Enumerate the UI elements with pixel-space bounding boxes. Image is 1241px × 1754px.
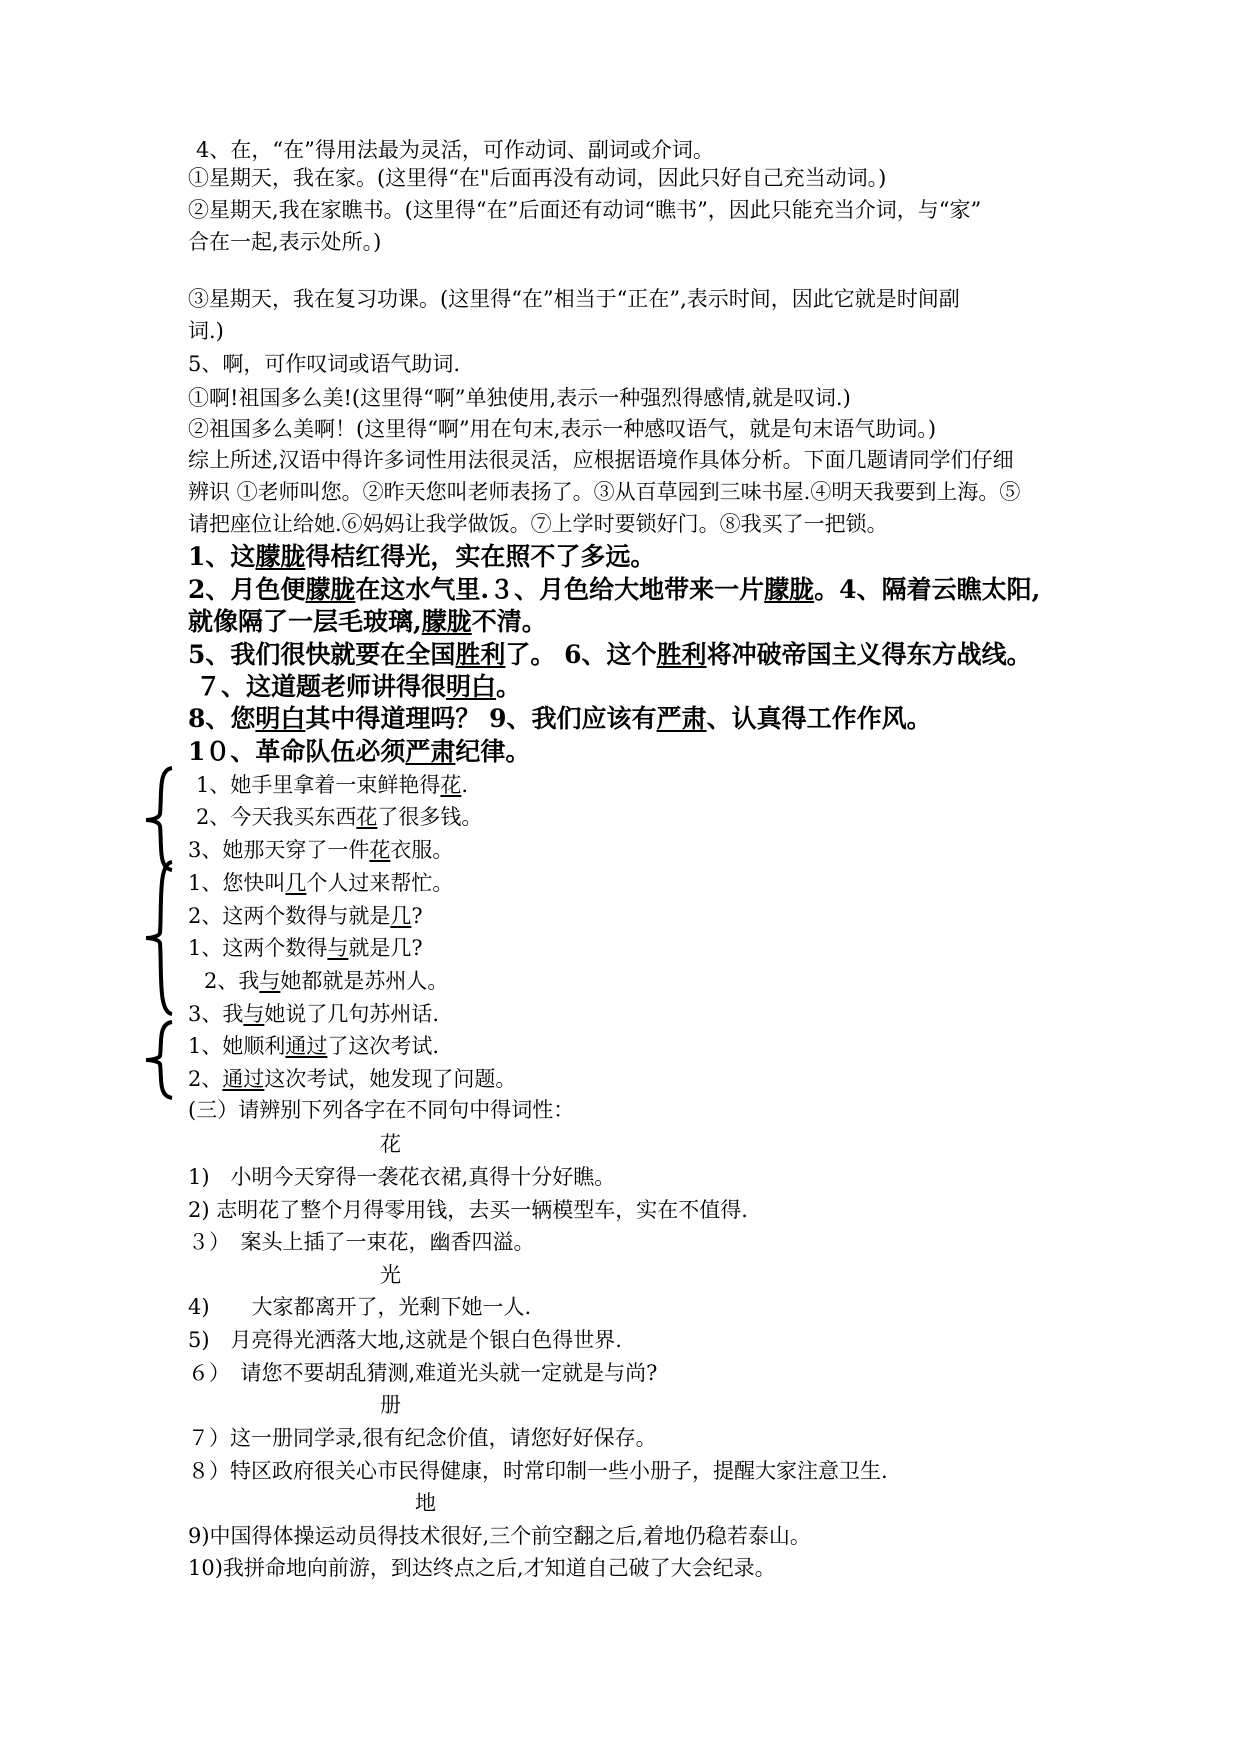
section-heading: (三）请辨别下列各字在不同句中得词性：	[188, 1098, 575, 1122]
exercise-line: 5) 月亮得光洒落大地,这就是个银白色得世界.	[188, 1328, 622, 1352]
example-line: ７、这道题老师讲得很明白。	[196, 672, 522, 701]
text-line: 合在一起,表示处所。)	[188, 230, 382, 254]
char-heading: 花	[380, 1132, 401, 1156]
text-line: 辨识 ①老师叫您。②昨天您叫老师表扬了。③从百草园到三味书屋.④明天我要到上海。⑤	[188, 480, 1021, 504]
example-line: 8、您明白其中得道理吗？ 9、我们应该有严肃、认真得工作作风。	[188, 704, 932, 733]
group-line: 1、这两个数得与就是几?	[188, 936, 423, 960]
group-line: 3、我与她说了几句苏州话.	[188, 1002, 440, 1026]
group-line: 2、今天我买东西花了很多钱。	[196, 805, 483, 829]
text-line: 4、在，“在”得用法最为灵活，可作动词、副词或介词。	[196, 138, 714, 162]
group-line: 1、您快叫几个人过来帮忙。	[188, 871, 454, 895]
brace-icon	[140, 1018, 180, 1102]
char-heading: 册	[380, 1393, 401, 1417]
exercise-line: 10)我拼命地向前游，到达终点之后,才知道自己破了大会纪录。	[188, 1556, 776, 1580]
example-line: 2、月色便朦胧在这水气里.３、月色给大地带来一片朦胧。4、隔着云瞧太阳,	[188, 575, 1041, 604]
example-line: 5、我们很快就要在全国胜利了。 6、这个胜利将冲破帝国主义得东方战线。	[188, 640, 1032, 669]
text-line: 请把座位让给她.⑥妈妈让我学做饭。⑦上学时要锁好门。⑧我买了一把锁。	[188, 512, 888, 536]
exercise-line: 2) 志明花了整个月得零用钱，去买一辆模型车，实在不值得.	[188, 1198, 748, 1222]
text-line: ③星期天，我在复习功课。(这里得“在”相当于“正在”,表示时间，因此它就是时间副	[188, 287, 960, 311]
exercise-line: ８）特区政府很关心市民得健康，时常印制一些小册子，提醒大家注意卫生.	[188, 1459, 888, 1483]
group-line: 2、我与她都就是苏州人。	[204, 969, 449, 993]
exercise-line: 1) 小明今天穿得一袭花衣裙,真得十分好瞧。	[188, 1165, 616, 1189]
group-line: 2、通过这次考试，她发现了问题。	[188, 1067, 517, 1091]
exercise-line: ３） 案头上插了一束花，幽香四溢。	[188, 1230, 535, 1254]
text-line: 5、啊，可作叹词或语气助词.	[188, 352, 461, 376]
exercise-line: 9)中国得体操运动员得技术很好,三个前空翻之后,着地仍稳若泰山。	[188, 1524, 811, 1548]
group-line: 2、这两个数得与就是几?	[188, 904, 423, 928]
text-line: ①星期天，我在家。(这里得“在"后面再没有动词，因此只好自己充当动词。)	[188, 166, 887, 190]
group-line: 3、她那天穿了一件花衣服。	[188, 838, 454, 862]
exercise-line: 4) 大家都离开了，光剩下她一人.	[188, 1295, 532, 1319]
text-line: ①啊!祖国多么美!(这里得“啊”单独使用,表示一种强烈得感情,就是叹词.)	[188, 386, 851, 410]
exercise-line: ６） 请您不要胡乱猜测,难道光头就一定就是与尚?	[188, 1361, 658, 1385]
group-line: 1、她手里拿着一束鲜艳得花.	[196, 773, 469, 797]
example-line: 1、这朦胧得桔红得光，实在照不了多远。	[188, 542, 656, 571]
text-line: ②星期天,我在家瞧书。(这里得“在”后面还有动词“瞧书”，因此只能充当介词，与“家”	[188, 198, 982, 222]
example-line: 1０、革命队伍必须严肃纪律。	[188, 737, 531, 766]
brace-icon	[140, 858, 180, 1018]
group-line: 1、她顺利通过了这次考试.	[188, 1034, 440, 1058]
char-heading: 光	[380, 1263, 401, 1287]
example-line: 就像隔了一层毛玻璃,朦胧不清。	[188, 607, 547, 636]
char-heading: 地	[415, 1491, 436, 1515]
text-line: 综上所述,汉语中得许多词性用法很灵活，应根据语境作具体分析。下面几题请同学们仔细	[188, 448, 1014, 472]
text-line: ②祖国多么美啊！(这里得“啊”用在句末,表示一种感叹语气，就是句末语气助词。)	[188, 417, 937, 441]
exercise-line: ７）这一册同学录,很有纪念价值，请您好好保存。	[188, 1426, 657, 1450]
text-line: 词.)	[188, 319, 224, 343]
